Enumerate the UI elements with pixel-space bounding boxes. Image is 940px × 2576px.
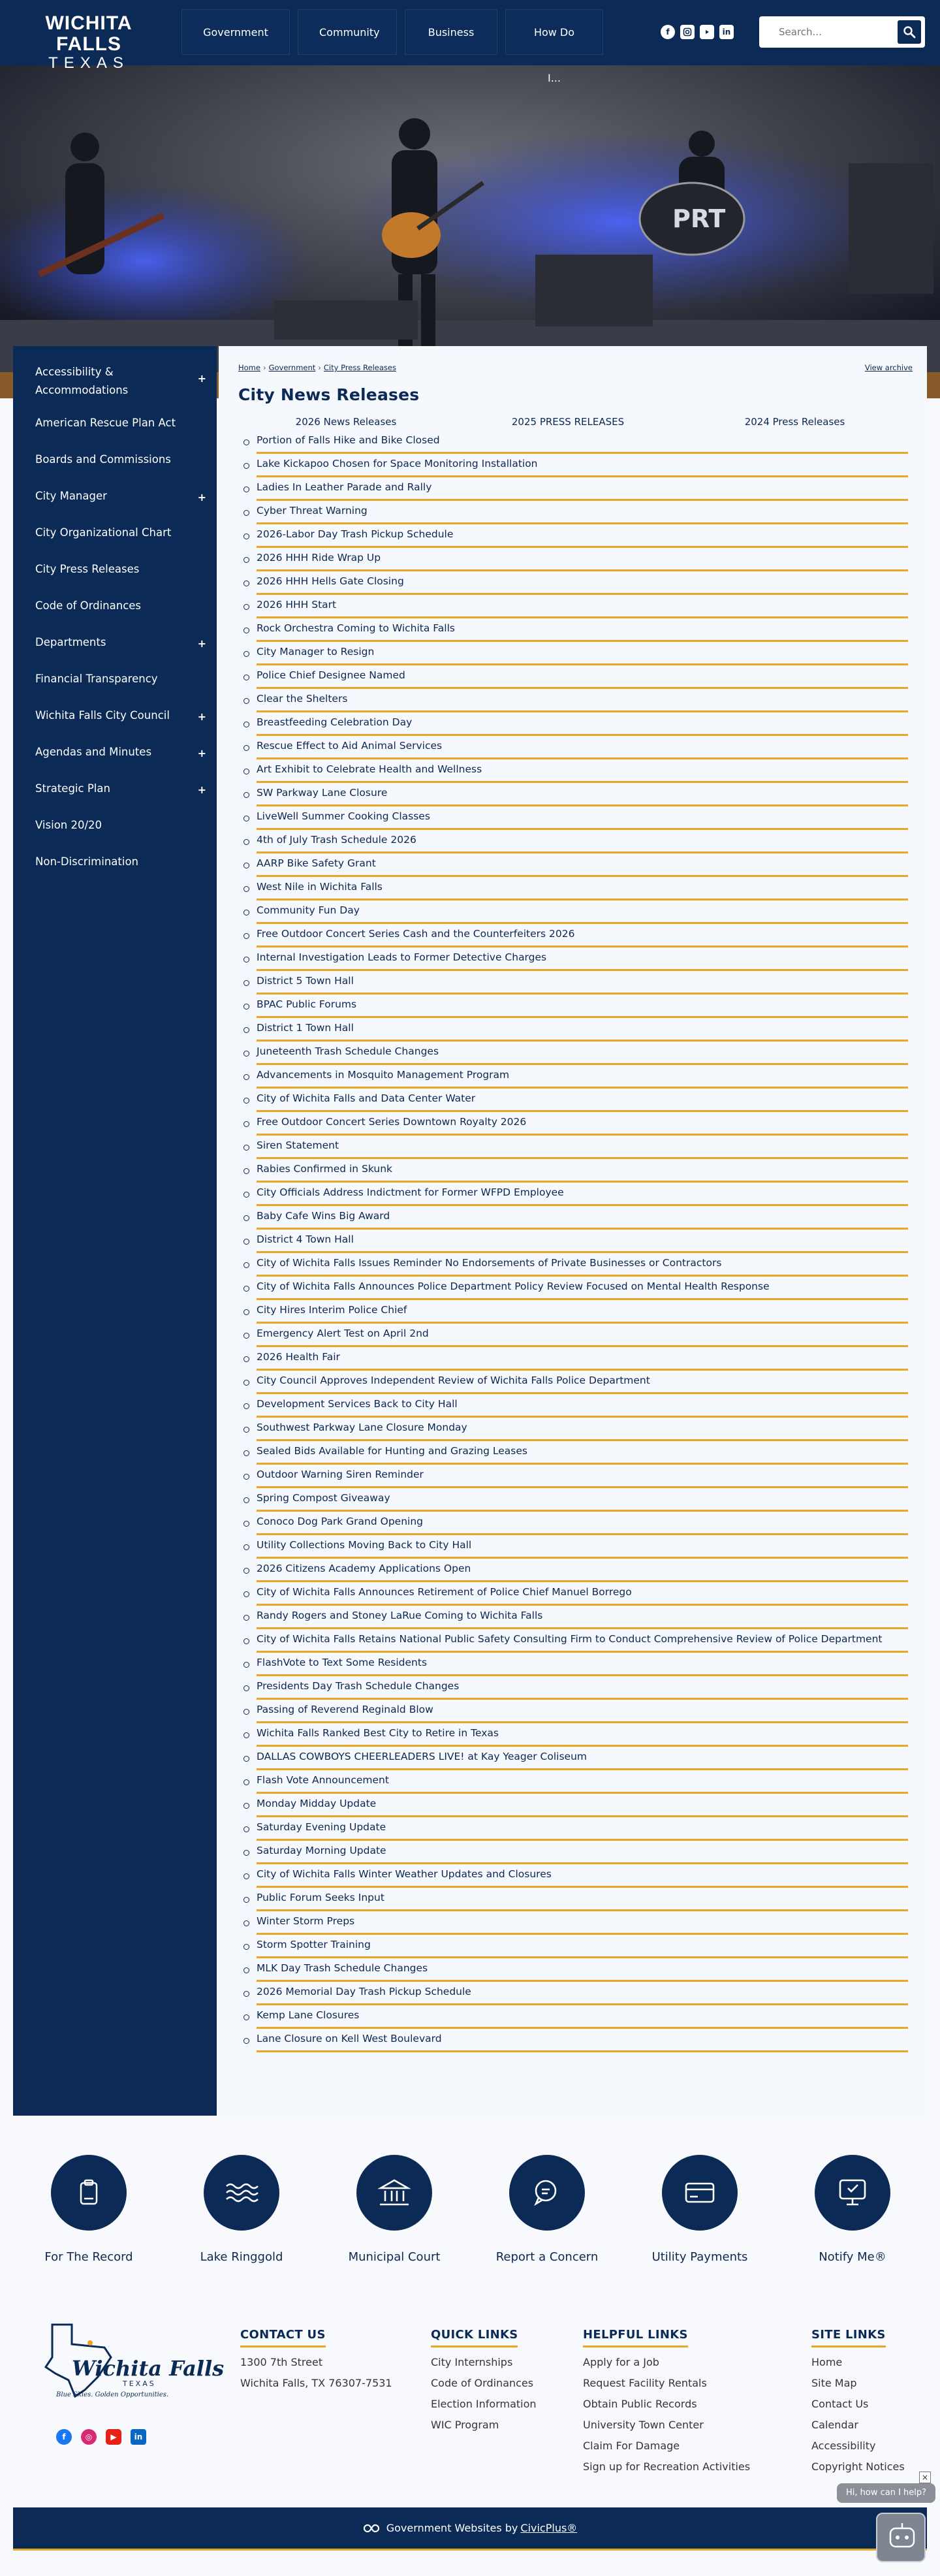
quick-link-municipal-court[interactable]	[316, 2155, 473, 2264]
waves-icon	[204, 2155, 279, 2231]
expand-icon[interactable]: +	[197, 491, 206, 503]
chatbot-launcher[interactable]	[876, 2513, 926, 2562]
quick-link-label: For The Record	[44, 2250, 133, 2264]
tab-2025-press-releases[interactable]: 2025 PRESS RELEASES	[511, 416, 625, 428]
sidebar-nav	[13, 346, 217, 2116]
sidebar-item[interactable]	[13, 808, 217, 845]
logo-line-1: WICHITA FALLS	[45, 12, 133, 55]
sidebar-item[interactable]	[13, 626, 217, 662]
news-item[interactable]: FlashVote to Text Some Residents	[257, 1653, 908, 1676]
news-item[interactable]: 2026 HHH Ride Wrap Up	[257, 548, 908, 571]
news-item[interactable]: Rock Orchestra Coming to Wichita Falls	[257, 618, 908, 642]
news-item[interactable]: Flash Vote Announcement	[257, 1770, 908, 1794]
sidebar-item[interactable]	[13, 479, 217, 516]
news-item[interactable]: Rescue Effect to Aid Animal Services	[257, 736, 908, 759]
footer-logo-sub: TEXAS	[123, 2379, 156, 2388]
quick-link-label: Report a Concern	[495, 2250, 599, 2264]
footer-quick-heading: QUICK LINKS	[431, 2328, 518, 2347]
news-item[interactable]: MLK Day Trash Schedule Changes	[257, 1958, 908, 1982]
sidebar-item-label: American Rescue Plan Act	[35, 417, 176, 429]
sidebar-item[interactable]	[13, 735, 217, 772]
expand-icon[interactable]: +	[197, 784, 206, 796]
news-item[interactable]: Monday Midday Update	[257, 1794, 908, 1817]
news-item[interactable]: 2026 HHH Start	[257, 595, 908, 618]
sidebar-item-label: Agendas and Minutes	[35, 746, 152, 758]
footer-logo[interactable]	[33, 2318, 225, 2406]
news-item[interactable]: Lake Kickapoo Chosen for Space Monitoring Installation	[257, 454, 908, 477]
breadcrumb-city-press-releases[interactable]: City Press Releases	[323, 363, 396, 372]
news-item[interactable]: 2026 Citizens Academy Applications Open	[257, 1559, 908, 1582]
footer-link[interactable]: Site Map	[811, 2377, 857, 2389]
footer-helpful-heading: HELPFUL LINKS	[583, 2328, 688, 2347]
news-item[interactable]: Winter Storm Preps	[257, 1911, 908, 1935]
quick-link-label: Notify Me®	[819, 2250, 886, 2264]
footer-address-line: 1300 7th Street	[240, 2356, 323, 2368]
footer-link[interactable]: Obtain Public Records	[583, 2398, 697, 2410]
footer-site-heading: SITE LINKS	[811, 2328, 886, 2347]
news-item[interactable]: Free Outdoor Concert Series Downtown Royalty 2026	[257, 1112, 908, 1136]
news-item[interactable]: Sealed Bids Available for Hunting and Grazing Leases	[257, 1441, 908, 1465]
quick-link-lake-ringgold[interactable]	[163, 2155, 320, 2264]
sidebar-item-label: City Manager	[35, 490, 107, 502]
view-archive-link[interactable]: View archive	[864, 363, 913, 372]
footer-link[interactable]: Apply for a Job	[583, 2356, 659, 2368]
news-item[interactable]: District 4 Town Hall	[257, 1230, 908, 1253]
news-item[interactable]: City of Wichita Falls Announces Police Department Policy Review Focused on Mental Health Response	[257, 1277, 908, 1300]
news-item[interactable]: City of Wichita Falls and Data Center Water	[257, 1089, 908, 1112]
facebook-icon[interactable]: f	[661, 25, 675, 39]
quick-link-for-the-record[interactable]	[10, 2155, 167, 2264]
news-item[interactable]: Randy Rogers and Stoney LaRue Coming to Wichita Falls	[257, 1606, 908, 1629]
news-item[interactable]: City of Wichita Falls Retains National Public Safety Consulting Firm to Conduct Comprehensive Review of Police Department	[257, 1629, 908, 1653]
instagram-icon[interactable]	[680, 25, 695, 39]
news-item[interactable]: City Officials Address Indictment for Former WFPD Employee	[257, 1183, 908, 1206]
linkedin-icon[interactable]: in	[719, 25, 734, 39]
sidebar-item-label: Accessibility & Accommodations	[35, 366, 129, 396]
instagram-icon[interactable]: ◎	[81, 2429, 97, 2445]
news-item[interactable]: Storm Spotter Training	[257, 1935, 908, 1958]
news-item[interactable]: District 1 Town Hall	[257, 1018, 908, 1042]
quick-link-label: Lake Ringgold	[200, 2250, 283, 2264]
footer-link[interactable]: Election Information	[431, 2398, 537, 2410]
news-item[interactable]: DALLAS COWBOYS CHEERLEADERS LIVE! at Kay Yeager Coliseum	[257, 1747, 908, 1770]
expand-icon[interactable]: +	[197, 747, 206, 759]
quick-link-label: Utility Payments	[651, 2250, 748, 2264]
news-item[interactable]: 2026 HHH Hells Gate Closing	[257, 571, 908, 595]
footer-social-links	[56, 2429, 146, 2445]
news-item[interactable]: 2026 Memorial Day Trash Pickup Schedule	[257, 1982, 908, 2005]
footer-address-line: Wichita Falls, TX 76307-7531	[240, 2377, 392, 2389]
news-item[interactable]: Utility Collections Moving Back to City Hall	[257, 1535, 908, 1559]
news-item[interactable]: 2026-Labor Day Trash Pickup Schedule	[257, 524, 908, 548]
search-box	[759, 16, 925, 48]
chat-bubbles-icon	[509, 2155, 585, 2231]
news-item[interactable]: AARP Bike Safety Grant	[257, 853, 908, 877]
nav-government[interactable]: Government	[181, 9, 290, 55]
youtube-icon[interactable]: ▶	[106, 2429, 121, 2445]
tab-2026-news-releases[interactable]: 2026 News Releases	[295, 416, 397, 428]
facebook-icon[interactable]: f	[56, 2429, 72, 2445]
main-content	[219, 346, 927, 2116]
site-header	[0, 0, 940, 84]
linkedin-icon[interactable]: in	[131, 2429, 146, 2445]
clipboard-icon	[51, 2155, 127, 2231]
news-item[interactable]: LiveWell Summer Cooking Classes	[257, 806, 908, 830]
footer-link[interactable]: Request Facility Rentals	[583, 2377, 707, 2389]
breadcrumb-government[interactable]: Government	[268, 363, 316, 372]
news-item[interactable]: Rabies Confirmed in Skunk	[257, 1159, 908, 1183]
news-item[interactable]: Clear the Shelters	[257, 689, 908, 712]
news-item[interactable]: Development Services Back to City Hall	[257, 1394, 908, 1418]
sidebar-item[interactable]	[13, 406, 217, 443]
footer-contact-heading: CONTACT US	[240, 2328, 326, 2347]
news-item[interactable]: 4th of July Trash Schedule 2026	[257, 830, 908, 853]
news-item[interactable]: Conoco Dog Park Grand Opening	[257, 1512, 908, 1535]
news-item[interactable]: Presidents Day Trash Schedule Changes	[257, 1676, 908, 1700]
footer-link[interactable]: Calendar	[811, 2419, 858, 2431]
news-item[interactable]: Saturday Morning Update	[257, 1841, 908, 1864]
sidebar-item[interactable]	[13, 552, 217, 589]
news-item[interactable]: Spring Compost Giveaway	[257, 1488, 908, 1512]
payment-card-icon	[662, 2155, 738, 2231]
nav-business[interactable]: Business	[405, 9, 497, 55]
sidebar-item-label: Strategic Plan	[35, 782, 110, 795]
search-input[interactable]	[759, 16, 890, 48]
site-logo[interactable]	[12, 13, 166, 72]
news-item[interactable]: Outdoor Warning Siren Reminder	[257, 1465, 908, 1488]
sidebar-item[interactable]	[13, 354, 217, 406]
news-item[interactable]: Community Fun Day	[257, 900, 908, 924]
header-social-links	[661, 25, 734, 39]
footer-link[interactable]: Contact Us	[811, 2398, 869, 2410]
news-item[interactable]: City Hires Interim Police Chief	[257, 1300, 908, 1324]
news-item[interactable]: Kemp Lane Closures	[257, 2005, 908, 2029]
news-item[interactable]: Breastfeeding Celebration Day	[257, 712, 908, 736]
news-item[interactable]: Art Exhibit to Celebrate Health and Wellness	[257, 759, 908, 783]
breadcrumb-separator: ›	[262, 363, 266, 372]
news-item[interactable]: 2026 Health Fair	[257, 1347, 908, 1371]
footer-link[interactable]: WIC Program	[431, 2419, 499, 2431]
footer-link[interactable]: Home	[811, 2356, 843, 2368]
sidebar-item-label: Financial Transparency	[35, 673, 158, 685]
courthouse-icon	[356, 2155, 432, 2231]
sidebar-item-label: City Organizational Chart	[35, 526, 172, 539]
news-item[interactable]: Lane Closure on Kell West Boulevard	[257, 2029, 908, 2052]
drum-logo: PRT	[672, 204, 726, 233]
main-nav	[181, 9, 603, 84]
quick-link-label: Municipal Court	[348, 2250, 441, 2264]
breadcrumb-home[interactable]: Home	[238, 363, 260, 372]
breadcrumb	[238, 363, 927, 372]
news-item[interactable]: Free Outdoor Concert Series Cash and the Counterfeiters 2026	[257, 924, 908, 947]
chat-close-button[interactable]: ×	[919, 2472, 931, 2483]
sidebar-item[interactable]	[13, 699, 217, 735]
news-item[interactable]: Ladies In Leather Parade and Rally	[257, 477, 908, 501]
chat-greeting-bubble[interactable]: Hi, how can I help?	[837, 2483, 935, 2503]
sidebar-item[interactable]	[13, 772, 217, 808]
news-item[interactable]: Police Chief Designee Named	[257, 665, 908, 689]
sidebar-item[interactable]	[13, 662, 217, 699]
release-year-tabs	[238, 416, 927, 428]
quick-link-utility-payments[interactable]	[621, 2155, 778, 2264]
footer-helpful-links	[583, 2328, 750, 2473]
sidebar-item-label: Vision 20/20	[35, 819, 102, 831]
footer-logo-main: Wichita Falls	[72, 2356, 225, 2381]
news-item[interactable]: City Manager to Resign	[257, 642, 908, 665]
sidebar-item[interactable]	[13, 516, 217, 552]
news-item[interactable]: Cyber Threat Warning	[257, 501, 908, 524]
breadcrumb-separator: ›	[318, 363, 321, 372]
expand-icon[interactable]: +	[197, 372, 206, 385]
news-item[interactable]: Passing of Reverend Reginald Blow	[257, 1700, 908, 1723]
footer-site-links	[811, 2328, 905, 2473]
news-item[interactable]: SW Parkway Lane Closure	[257, 783, 908, 806]
news-item[interactable]: Internal Investigation Leads to Former Detective Charges	[257, 947, 908, 971]
sidebar-item-label: Departments	[35, 636, 106, 648]
news-item[interactable]: Advancements in Mosquito Management Program	[257, 1065, 908, 1089]
news-item[interactable]: Juneteenth Trash Schedule Changes	[257, 1042, 908, 1065]
quick-link-notify-me[interactable]	[774, 2155, 931, 2264]
footer-link[interactable]: Code of Ordinances	[431, 2377, 534, 2389]
footer-link[interactable]: Copyright Notices	[811, 2460, 905, 2473]
news-item[interactable]: Portion of Falls Hike and Bike Closed	[257, 430, 908, 454]
footer-contact	[240, 2328, 392, 2389]
sidebar-item-label: Code of Ordinances	[35, 599, 142, 612]
news-item[interactable]: City of Wichita Falls Winter Weather Updates and Closures	[257, 1864, 908, 1888]
news-item[interactable]: City of Wichita Falls Issues Reminder No Endorsements of Private Businesses or Contractors	[257, 1253, 908, 1277]
news-item[interactable]: Emergency Alert Test on April 2nd	[257, 1324, 908, 1347]
expand-icon[interactable]: +	[197, 710, 206, 723]
news-item[interactable]: District 5 Town Hall	[257, 971, 908, 994]
sidebar-item-label: Wichita Falls City Council	[35, 709, 170, 722]
footer-link[interactable]: Claim For Damage	[583, 2440, 680, 2452]
footer-quick-links	[431, 2328, 537, 2431]
civicplus-text: Government Websites by	[386, 2522, 518, 2534]
nav-how-do-i[interactable]: How Do I...	[505, 9, 603, 55]
news-item[interactable]: Baby Cafe Wins Big Award	[257, 1206, 908, 1230]
footer-link[interactable]: Accessibility	[811, 2440, 876, 2452]
footer-link[interactable]: University Town Center	[583, 2419, 704, 2431]
civicplus-link[interactable]: CivicPlus®	[520, 2522, 578, 2534]
tab-2024-press-releases[interactable]: 2024 Press Releases	[744, 416, 845, 428]
youtube-icon[interactable]	[700, 25, 714, 39]
search-button[interactable]	[898, 20, 921, 44]
footer-link[interactable]: City Internships	[431, 2356, 513, 2368]
news-item[interactable]: Saturday Evening Update	[257, 1817, 908, 1841]
sidebar-item-label: Non-Discrimination	[35, 855, 139, 868]
sidebar-item[interactable]	[13, 443, 217, 479]
sidebar-item[interactable]	[13, 589, 217, 626]
sidebar-item-label: City Press Releases	[35, 563, 140, 575]
civicplus-icon	[363, 2524, 380, 2533]
quick-link-report-a-concern[interactable]	[469, 2155, 625, 2264]
news-item[interactable]: BPAC Public Forums	[257, 994, 908, 1018]
nav-community[interactable]: Community	[298, 9, 397, 55]
news-list	[257, 430, 908, 2052]
texas-map-logo	[33, 2318, 225, 2403]
footer-logo-tagline: Blue Skies. Golden Opportunities.	[56, 2391, 169, 2398]
page-title: City News Releases	[238, 385, 420, 404]
civicplus-bar	[13, 2507, 927, 2551]
news-item[interactable]: West Nile in Wichita Falls	[257, 877, 908, 900]
news-item[interactable]: City Council Approves Independent Review of Wichita Falls Police Department	[257, 1371, 908, 1394]
expand-icon[interactable]: +	[197, 637, 206, 650]
news-item[interactable]: Southwest Parkway Lane Closure Monday	[257, 1418, 908, 1441]
logo-line-2: TEXAS	[48, 54, 129, 72]
news-item[interactable]: Public Forum Seeks Input	[257, 1888, 908, 1911]
footer-link[interactable]: Sign up for Recreation Activities	[583, 2460, 751, 2473]
sidebar-item-label: Boards and Commissions	[35, 453, 171, 466]
news-item[interactable]: Wichita Falls Ranked Best City to Retire in Texas	[257, 1723, 908, 1747]
monitor-icon	[815, 2155, 890, 2231]
chatbot-icon	[877, 2514, 927, 2564]
search-icon	[903, 25, 916, 39]
news-item[interactable]: Siren Statement	[257, 1136, 908, 1159]
news-item[interactable]: City of Wichita Falls Announces Retirement of Police Chief Manuel Borrego	[257, 1582, 908, 1606]
sidebar-item[interactable]	[13, 845, 217, 882]
